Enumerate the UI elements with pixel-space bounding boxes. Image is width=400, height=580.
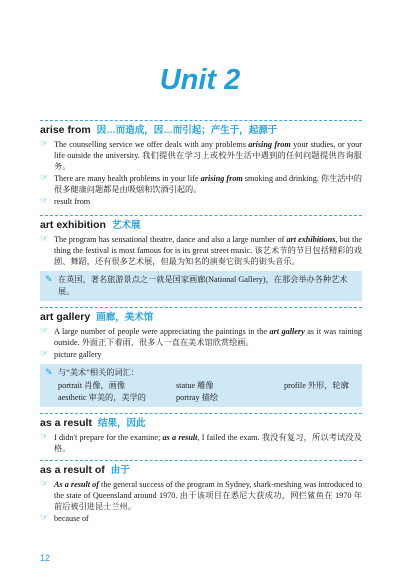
note-box [40, 271, 362, 301]
pointing-hand-icon: ☞ [40, 139, 49, 149]
vocab-item: portray 描绘 [176, 393, 219, 402]
entry-art-exhibition [40, 215, 362, 301]
divider [40, 215, 362, 216]
example-sentence: ☞ As a result of the general success of the program in Sydney, shark-meshing was introduced to the state of Queensland around 1970. 由于该项目在悉尼大获成功，网拦鲨鱼在 1970 年前后被引进昆士兰州。 [40, 479, 363, 511]
related-phrase: ☞ because of [40, 513, 89, 523]
pencil-icon: ✎ [45, 368, 53, 378]
entry-as-a-result-of [40, 460, 362, 524]
reference-arrow-icon: ☞ [40, 513, 49, 523]
example-sentence: ☞ I didn't prepare for the examine; as a result, I failed the exam. 我没有复习，所以考试没及格。 [40, 432, 362, 453]
headword-text: as a result of [40, 464, 105, 476]
pointing-hand-icon: ☞ [40, 173, 49, 183]
vocab-item: aesthetic 审美的，美学的 [58, 393, 146, 402]
pointing-hand-icon: ☞ [40, 432, 49, 442]
example-sentence: ☞ The counselling service we offer deals with any problems arising from your studies, or your life outside the university. 我们提供在学习上或校外生活中遇到的任何问题提供咨询服务。 [40, 139, 362, 171]
entry-headword [40, 463, 362, 478]
unit-title: Unit 2 [159, 64, 241, 96]
pencil-icon: ✎ [45, 275, 53, 285]
headword-text: art exhibition [40, 219, 106, 231]
entry-arise-from [40, 120, 362, 207]
headword-translation: 画廊，美术馆 [96, 312, 154, 323]
page-number: 12 [40, 553, 51, 563]
entry-headword [40, 123, 362, 138]
vocab-item: portrait 肖像，画像 [58, 381, 126, 390]
entry-headword [40, 310, 362, 325]
headword-translation: 因…而造成，因…而引起；产生于，起源于 [96, 125, 278, 136]
divider [40, 307, 362, 308]
related-phrase: ☞ picture gallery [40, 349, 102, 359]
note-box [40, 364, 362, 407]
headword-translation: 由于 [110, 465, 130, 476]
note-text: 在英国，著名旅游景点之一就是国家画廊(National Gallery)，在那会举办各种艺术展。 [58, 275, 348, 296]
pointing-hand-icon: ☞ [40, 234, 49, 244]
related-phrase: ☞ result from [40, 196, 91, 206]
headword-translation: 艺术展 [111, 220, 141, 231]
example-sentence: ☞ The program has sensational theatre, dance and also a large number of art exhibitions, but the thing the festival is most famous for is its great street music. 该艺术节的节目包括精彩的戏剧、舞蹈，还有很多艺术展，但最为知名的演奏它街头的街头音乐。 [40, 234, 363, 266]
entry-as-a-result [40, 413, 362, 454]
vocab-item: statue 雕像 [176, 381, 214, 390]
vocab-grid [58, 380, 356, 404]
divider [40, 413, 362, 414]
pointing-hand-icon: ☞ [40, 326, 49, 336]
reference-arrow-icon: ☞ [40, 349, 49, 359]
note-text: 与“美术”相关的词汇： [58, 368, 139, 377]
entry-headword [40, 218, 362, 233]
entry-headword [40, 416, 362, 431]
divider [40, 120, 362, 121]
pointing-hand-icon: ☞ [40, 479, 49, 489]
example-sentence: ☞ A large number of people were appreciating the paintings in the art gallery as it was raining outside. 外面正下着雨，很多人一直在美术馆欣赏绘画。 [40, 326, 363, 347]
divider [40, 460, 362, 461]
headword-text: as a result [40, 417, 92, 429]
example-sentence: ☞ There are many health problems in your life arising from smoking and drinking. 你生活中的很多健康问题都是由吸烟和饮酒引起的。 [40, 173, 362, 194]
vocab-item: profile 外形，轮廓 [284, 381, 349, 390]
headword-text: arise from [40, 124, 91, 136]
reference-arrow-icon: ☞ [40, 196, 49, 206]
vocab-item [284, 392, 380, 404]
entry-art-gallery [40, 307, 362, 407]
entries-list [40, 120, 362, 525]
headword-text: art gallery [40, 311, 91, 323]
headword-translation: 结果，因此 [97, 418, 146, 429]
